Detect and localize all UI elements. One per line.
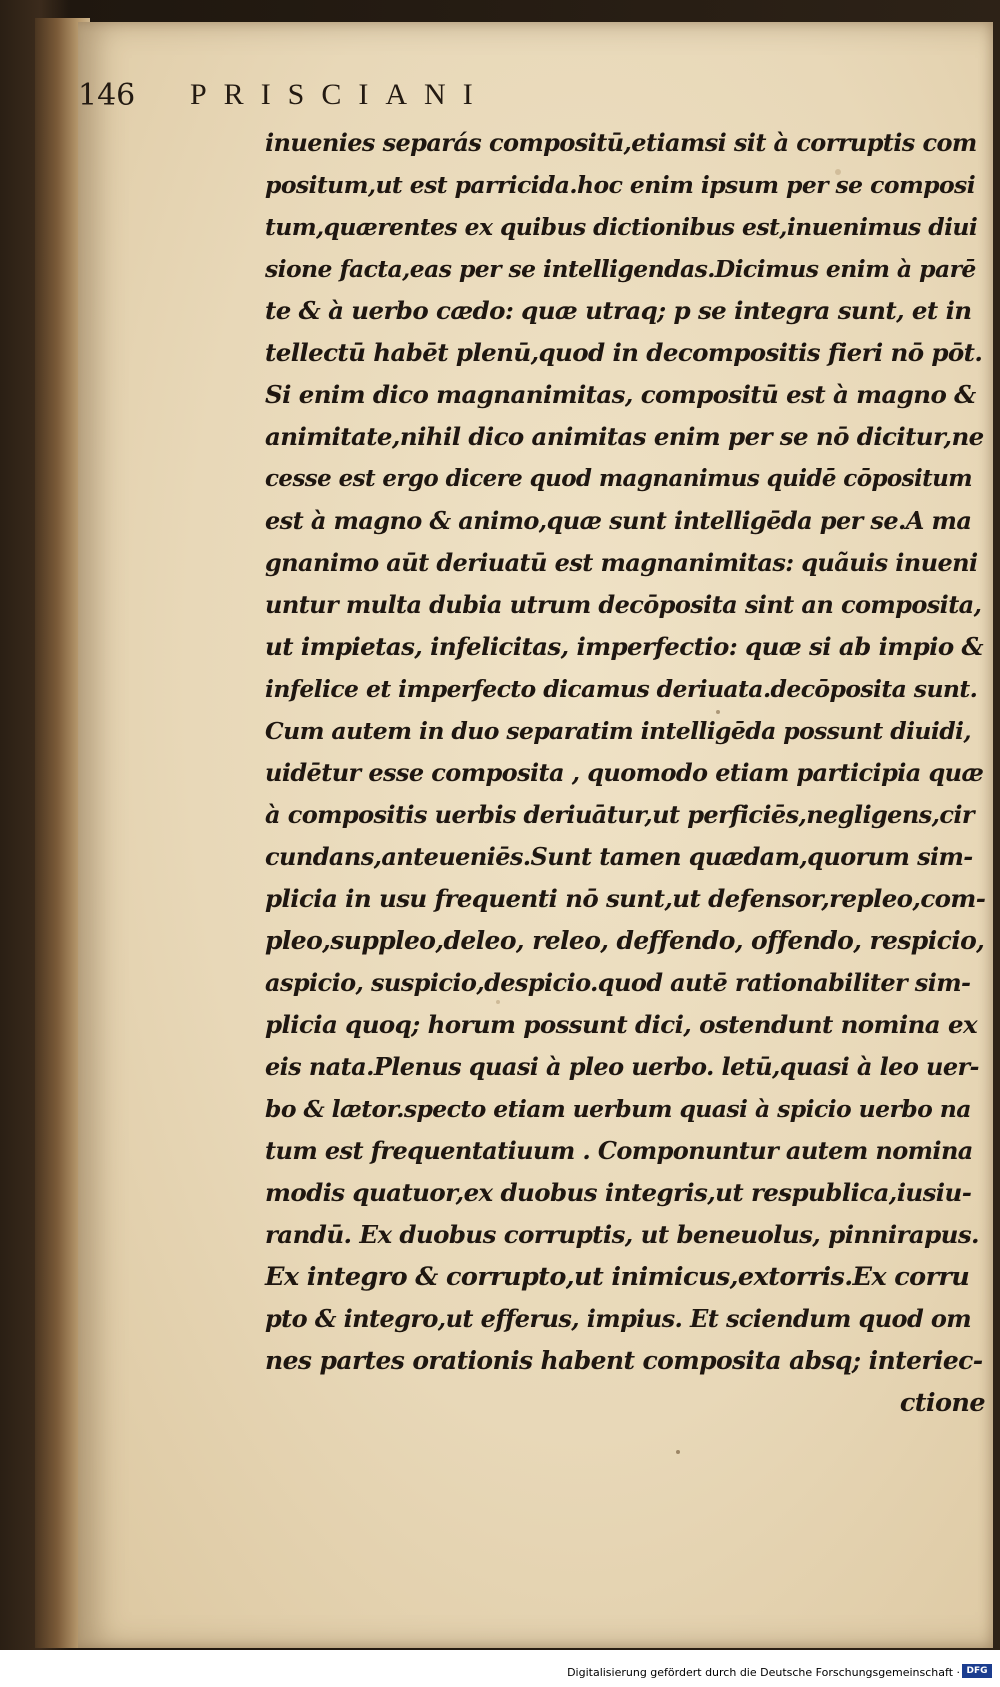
catchword: ctione (899, 1388, 985, 1418)
text-line: est à magno & animo,quæ sunt intelligēda per se.A ma (265, 506, 972, 535)
text-line: te & à uerbo cædo: quæ utraq; p se integra sunt, et in (265, 296, 972, 325)
text-line: bo & lætor.specto etiam uerbum quasi à spicio uerbo na (265, 1095, 971, 1123)
text-line: positum,ut est parricida.hoc enim ipsum per se composi (265, 171, 976, 199)
text-line: cesse est ergo dicere quod magnanimus quidē cōpositum (265, 465, 973, 492)
text-line: sione facta,eas per se intelligendas.Dicimus enim à parē (265, 255, 976, 283)
body-text (265, 122, 985, 1424)
text-line: untur multa dubia utrum decōposita sint an composita, (265, 590, 982, 619)
digitization-credit: Digitalisierung gefördert durch die Deutsche Forschungsgemeinschaft · (567, 1666, 960, 1679)
text-line: pto & integro,ut efferus, impius. Et sciendum quod om (265, 1304, 972, 1333)
text-line: plicia quoq; horum possunt dici, ostendunt nomina ex (265, 1010, 977, 1039)
text-line: Cum autem in duo separatim intelligēda possunt diuidi, (265, 717, 971, 745)
text-line: plicia in usu frequenti nō sunt,ut defensor,repleo,com- (265, 884, 986, 913)
text-line: tum,quærentes ex quibus dictionibus est,inuenimus diui (265, 213, 978, 241)
text-line: animitate,nihil dico animitas enim per se nō dicitur,ne (265, 422, 984, 451)
text-line: Ex integro & corrupto,ut inimicus,extorris.Ex corru (265, 1262, 970, 1292)
text-line: uidētur esse composita , quomodo etiam participia quæ (265, 758, 984, 787)
text-line: modis quatuor,ex duobus integris,ut respublica,iusiu- (265, 1178, 972, 1207)
text-line: inuenies separás compositū,etiamsi sit à corruptis com (265, 128, 977, 157)
text-line: eis nata.Plenus quasi à pleo uerbo. letū,quasi à leo uer- (265, 1052, 979, 1081)
page-number: 146 (78, 78, 136, 113)
text-line: pleo,suppleo,deleo, releo, deffendo, offendo, respicio, (265, 926, 985, 955)
text-line: Si enim dico magnanimitas, compositū est à magno & (265, 380, 976, 409)
text-line: tum est frequentatiuum . Componuntur autem nomina (265, 1136, 973, 1165)
text-line: aspicio, suspicio,despicio.quod autē rationabiliter sim- (265, 968, 971, 997)
text-line: gnanimo aūt deriuatū est magnanimitas: quãuis inueni (265, 548, 978, 577)
text-line: ut impietas, infelicitas, imperfectio: quæ si ab impio & (265, 632, 984, 661)
text-line: nes partes orationis habent composita absq; interiec- (265, 1346, 983, 1375)
text-line: à compositis uerbis deriuātur,ut perficiēs,negligens,cir (265, 800, 974, 829)
text-line: randū. Ex duobus corruptis, ut beneuolus, pinnirapus. (265, 1220, 979, 1249)
text-line: tellectū habēt plenū,quod in decompositis fieri nō pōt. (265, 338, 983, 367)
text-line: cundans,anteueniēs.Sunt tamen quædam,quorum sim- (265, 842, 973, 871)
dfg-logo: DFG (962, 1664, 992, 1678)
running-head: PRISCIANI (190, 78, 490, 111)
stain-spot (676, 1450, 680, 1454)
text-line: infelice et imperfecto dicamus deriuata.decōposita sunt. (265, 675, 978, 703)
